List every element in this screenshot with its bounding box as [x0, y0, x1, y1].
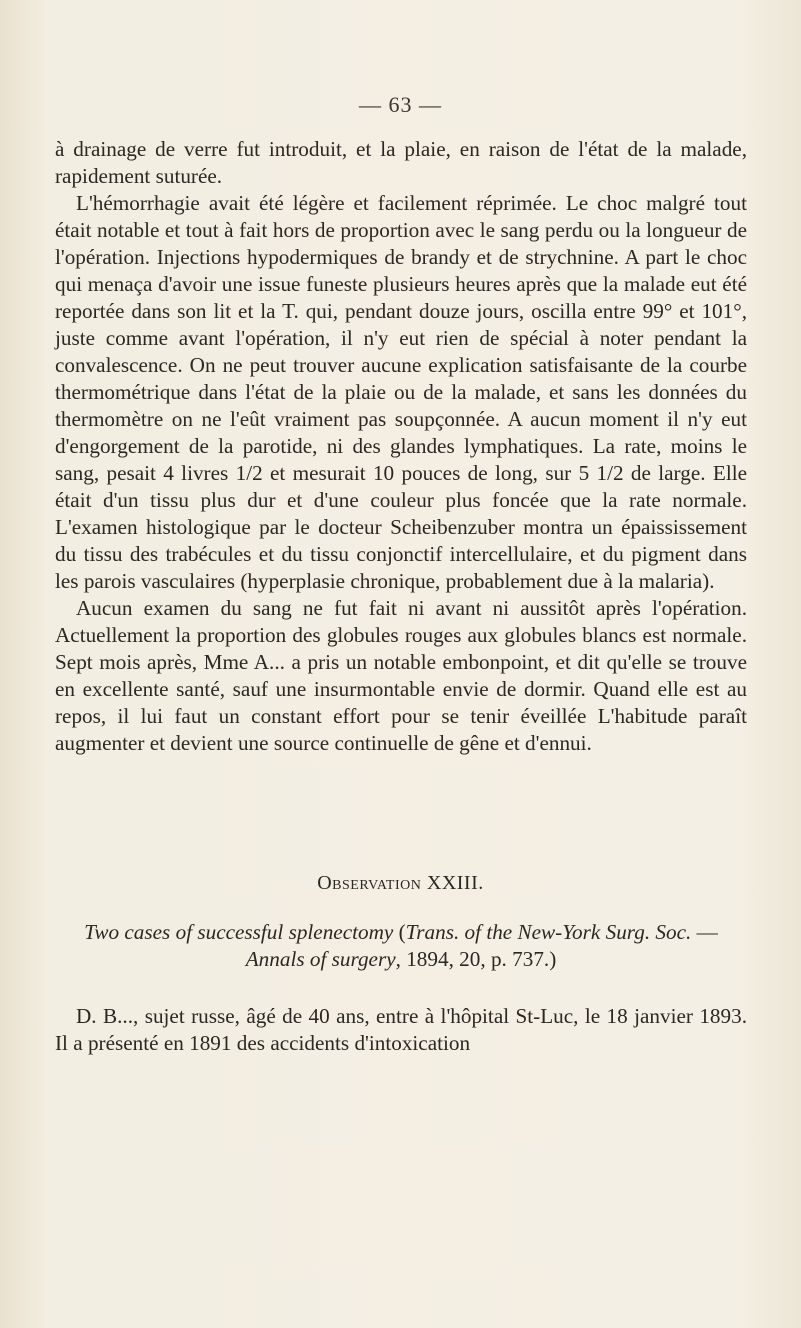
- page-number: — 63 —: [359, 92, 442, 117]
- reference-dash: —: [691, 920, 718, 944]
- observation-number: XXIII.: [426, 872, 484, 894]
- observation-heading: [0, 872, 801, 895]
- reference-citation: , 1894, 20, p. 737.): [395, 947, 557, 971]
- paragraph-2: L'hémorrhagie avait été légère et facilement réprimée. Le choc malgré tout était notable et tout à fait hors de proportion avec le sang perdu ou la longueur de l'opération. Injections hypodermiques de brandy et de strychnine. A part le choc qui menaça d'avoir une issue funeste plusieurs heures après que la malade eut été reportée dans son lit et la T. qui, pendant douze jours, oscilla entre 99° et 101°, juste comme avant l'opération, il n'y eut rien de spécial à noter pendant la convalescence. On ne peut trouver aucune explication satisfaisante de la courbe thermométrique dans l'état de la plaie ou de la malade, et sans les données du thermomètre on ne l'eût vraiment pas soupçonnée. A aucun moment il n'y eut d'engorgement de la parotide, ni des glandes lymphatiques. La rate, moins le sang, pesait 4 livres 1/2 et mesurait 10 pouces de long, sur 5 1/2 de large. Elle était d'un tissu plus dur et d'une couleur plus foncée que la rate normale. L'examen histologique par le docteur Scheibenzuber montra un épaississement du tissu des trabécules et du tissu conjonctif intercellulaire, et du pigment dans les parois vasculaires (hyperplasie chronique, probablement due à la malaria).: [55, 191, 747, 593]
- reference-open-paren: (: [393, 920, 406, 944]
- paragraph-1: à drainage de verre fut introduit, et la plaie, en raison de l'état de la malade, rapidement suturée.: [55, 137, 747, 188]
- observation-label: Observation: [317, 872, 422, 894]
- bibliographic-reference: [55, 919, 747, 973]
- reference-annals: Annals of surgery: [245, 947, 396, 971]
- case-text: [55, 1003, 747, 1057]
- case-paragraph: D. B..., sujet russe, âgé de 40 ans, entre à l'hôpital St-Luc, le 18 janvier 1893. Il a présenté en 1891 des accidents d'intoxication: [55, 1004, 747, 1055]
- reference-title: Two cases of successful splenectomy: [84, 920, 394, 944]
- paragraph-3: Aucun examen du sang ne fut fait ni avant ni aussitôt après l'opération. Actuellement la proportion des globules rouges aux globules blancs est normale. Sept mois après, Mme A... a pris un notable embonpoint, et dit qu'elle se trouve en excellente santé, sauf une insurmontable envie de dormir. Quand elle est au repos, il lui faut un constant effort pour se tenir éveillée L'habitude paraît augmenter et devient une source continuelle de gêne et d'ennui.: [55, 596, 747, 755]
- body-text: [55, 136, 747, 757]
- reference-journal: Trans. of the New-York Surg. Soc.: [405, 920, 692, 944]
